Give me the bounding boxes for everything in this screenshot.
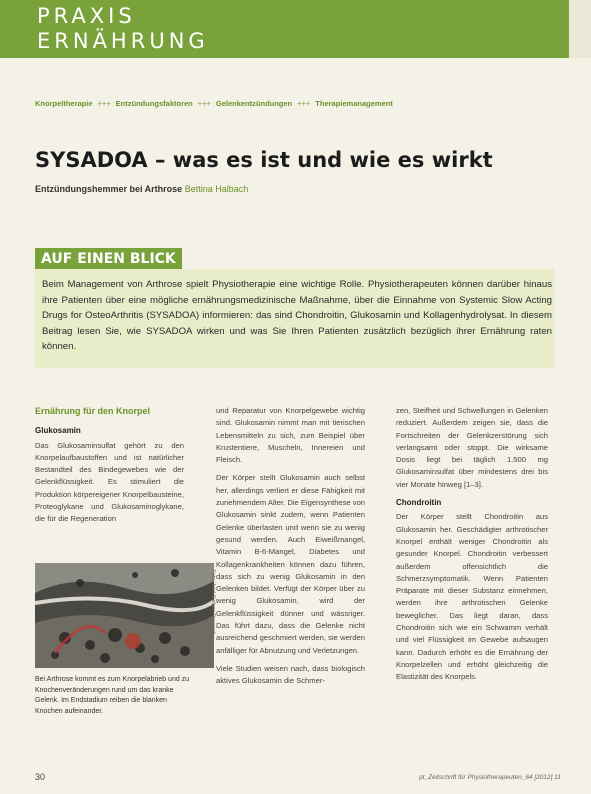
summary-box-text: Beim Management von Arthrose spielt Physiotherapie eine wichtige Rolle. Physiotherapeuten können darüber hinaus ihre Patienten über eine mögliche ernährungsmedizinische Maßnahme, über die Einnahme von Systemic Slow Acting Drugs for OsteoArthritis (SYSADOA) informieren: das sind Chondroitin, Glukosamin und Kollagenhydrolysat. In diesem Beitrag lesen Sie, wie SYSADOA wirken und was Sie Ihren Patienten zusätzlich bezüglich ihrer Ernährung raten können.	[42, 279, 552, 353]
text-column-2	[216, 405, 365, 694]
text-column-3	[396, 405, 548, 690]
journal-footer: pt_Zeitschrift für Physiotherapeuten_64 [2012] 11	[419, 774, 561, 781]
summary-box-label: AUF EINEN BLICK	[35, 248, 182, 270]
photo-credit: Foto: Joint Surface Research	[210, 570, 216, 635]
tag-separator: +++	[97, 99, 111, 108]
body-paragraph: Viele Studien weisen nach, dass biologisch aktives Glukosamin die Schmer-	[216, 663, 365, 686]
page-number: 30	[35, 772, 46, 782]
body-paragraph: Das Glukosaminsulfat gehört zu den Knorpelaufbaustoffen und ist natürlicher Bestandteil des Bindegewebes wie der Gelenkflüssigkeit. Es stimuliert die Produktion körpereigener Knorpelbausteine, Proteoglykane und Glukosaminoglykane, die für die Regeneration	[35, 440, 184, 524]
body-paragraph: Der Körper stellt Chondroitin aus Glukosamin her. Geschädigter arthrotischer Knorpel enthält weniger Chondroitin als gesunder Knorpel. Chondroitin verbessert außerdem offensichtlich die Schmerzsymptomatik. Wenn Patienten Präparate mit dieser Substanz einnehmen, werden ihre arthrotischen Gelenke beweglicher. Das liegt daran, dass Chondroitin sich wie ein Schwamm verhält und viel Flüssigkeit im Gewebe aufsaugen kann. Dadurch erhöht es die Ernährung der Knorpelzellen und erhöht gleichzeitig die Elastizität des Knorpels.	[396, 512, 548, 682]
section-header	[0, 0, 591, 58]
section-title-line1: PRAXIS	[37, 4, 136, 28]
tag: Entzündungsfaktoren	[115, 99, 193, 108]
text-column-1	[35, 405, 184, 532]
page-edge	[569, 0, 591, 58]
subheading-glukosamin: Glukosamin	[35, 426, 81, 436]
tag: Knorpeltherapie	[35, 99, 93, 108]
section-title	[37, 4, 209, 54]
tag-separator: +++	[197, 99, 211, 108]
arthrosis-image	[35, 563, 214, 668]
tag: Gelenkentzündungen	[215, 99, 293, 108]
section-heading: Ernährung für den Knorpel	[35, 406, 151, 416]
article-author: Bettina Halbach	[184, 184, 249, 194]
figure-caption: Bei Arthrose kommt es zum Knorpelabrieb und zu Knochenveränderungen rund um das kranke Gelenk. Im Endstadium reiben die blanken Knochen aufeinander.	[35, 676, 190, 715]
tag: Therapiemanagement	[315, 99, 393, 108]
topic-tags	[35, 99, 393, 108]
article-subtitle: Entzündungshemmer bei Arthrose	[35, 184, 183, 194]
article-subtitle-line	[35, 184, 248, 194]
section-title-line2: ERNÄHRUNG	[37, 29, 209, 53]
body-paragraph: und Reparatur von Knorpelgewebe wichtig sind. Glukosamin nimmt man mit tierischen Lebensmitteln zu sich, zum Beispiel über Krustentiere, Muscheln, Innereien und Fleisch.	[216, 406, 365, 465]
article-title: SYSADOA – was es ist und wie es wirkt	[35, 148, 493, 172]
body-paragraph: zen, Steifheit und Schwellungen in Gelenken reduziert. Außerdem zeigen sie, dass die Fortschreiten der Gelenkzerstörung sich verlangsamt oder stoppt. Die wirksame Dosis liegt bei täglich 1.500 mg Glukosaminsulfat über mindestens drei bis vier Monate hinweg [1–3].	[396, 406, 548, 489]
body-paragraph: Der Körper stellt Glukosamin auch selbst her, allerdings verliert er diese Fähigkeit mit zunehmendem Alter. Die Eigensynthese von Glukosamin sinkt zudem, wenn Patienten Gelenke überlasten und wenn sie zu wenig gesund werden. Auch Eiweißmangel, Vitamin B-6-Mangel, Diabetes und Kollagenkrankheiten können dazu führen, dass sich zu wenig Glukosamin in den Gelenken bildet. Verfügt der Körper über zu wenig Glukosamin, wird der Gelenkflüssigkeit dünner und wässriger. Das führt dazu, dass die Gelenke nicht ausreichend geschmiert werden, sie werden anfälliger für Abnutzung und Verletzungen.	[216, 473, 366, 655]
bone-cross-section-illustration	[35, 563, 214, 668]
subheading-chondroitin: Chondroitin	[396, 498, 442, 508]
tag-separator: +++	[297, 99, 311, 108]
